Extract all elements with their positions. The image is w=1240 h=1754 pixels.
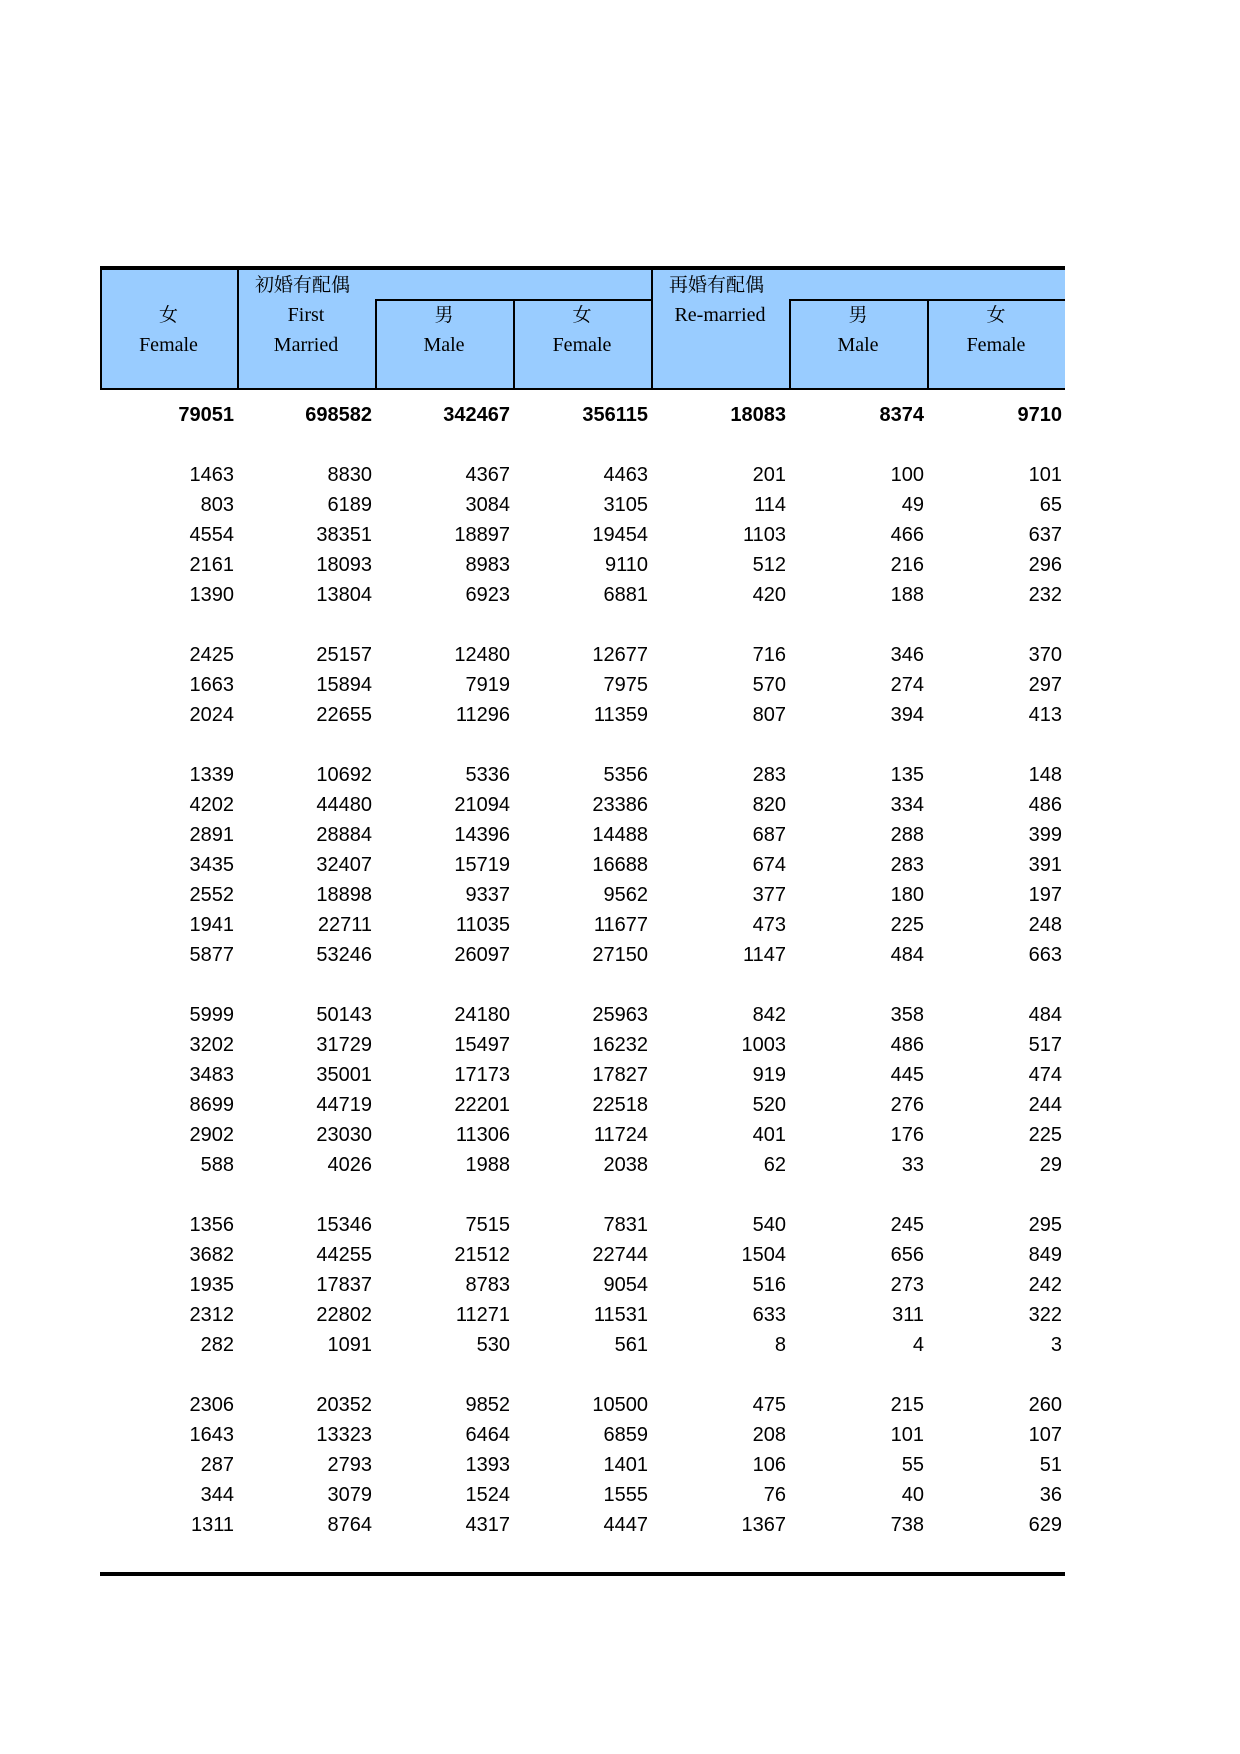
table-cell: 9054 bbox=[603, 1274, 648, 1296]
table-cell: 260 bbox=[1028, 1394, 1062, 1416]
table-cell: 9110 bbox=[604, 554, 648, 576]
table-cell: 637 bbox=[1028, 524, 1062, 546]
column-header-zh: 男 bbox=[848, 304, 868, 326]
table-cell: 344 bbox=[200, 1484, 234, 1506]
table-cell: 8764 bbox=[327, 1514, 372, 1536]
table-cell: 14396 bbox=[454, 824, 510, 846]
table-cell: 1103 bbox=[742, 524, 786, 546]
table-row bbox=[100, 880, 1065, 910]
table-cell: 10692 bbox=[316, 764, 372, 786]
table-row bbox=[100, 1120, 1065, 1150]
table-cell: 23386 bbox=[592, 794, 648, 816]
column-header-en: Male bbox=[837, 334, 879, 356]
table-cell: 148 bbox=[1028, 764, 1062, 786]
table-cell: 2306 bbox=[189, 1394, 234, 1416]
table-cell: 842 bbox=[752, 1004, 786, 1026]
table-cell: 803 bbox=[200, 494, 234, 516]
table-cell: 4463 bbox=[603, 464, 648, 486]
table-cell: 399 bbox=[1028, 824, 1062, 846]
header-bottom-rule bbox=[100, 388, 1065, 390]
table-cell: 21094 bbox=[454, 794, 510, 816]
table-cell: 484 bbox=[890, 944, 924, 966]
table-cell: 245 bbox=[890, 1214, 924, 1236]
table-cell: 283 bbox=[752, 764, 786, 786]
table-cell: 242 bbox=[1028, 1274, 1062, 1296]
table-row bbox=[100, 1030, 1065, 1060]
table-cell: 1935 bbox=[189, 1274, 234, 1296]
column-header-en: Married bbox=[273, 334, 339, 356]
table-cell: 4554 bbox=[189, 524, 234, 546]
table-cell: 7515 bbox=[465, 1214, 510, 1236]
table-cell: 2024 bbox=[189, 704, 234, 726]
table-cell: 7975 bbox=[603, 674, 648, 696]
table-cell: 9562 bbox=[603, 884, 648, 906]
table-cell: 475 bbox=[752, 1394, 786, 1416]
table-row bbox=[100, 640, 1065, 670]
table-cell: 311 bbox=[892, 1304, 924, 1326]
table-cell: 588 bbox=[200, 1154, 234, 1176]
table-cell: 2902 bbox=[189, 1124, 234, 1146]
table-cell: 15497 bbox=[454, 1034, 510, 1056]
table-cell: 8983 bbox=[465, 554, 510, 576]
table-cell: 15346 bbox=[316, 1214, 372, 1236]
table-cell: 8699 bbox=[189, 1094, 234, 1116]
table-cell: 35001 bbox=[316, 1064, 372, 1086]
table-cell: 288 bbox=[890, 824, 924, 846]
table-row bbox=[100, 700, 1065, 730]
table-cell: 3483 bbox=[189, 1064, 234, 1086]
table-cell: 10500 bbox=[592, 1394, 648, 1416]
table-cell: 1555 bbox=[603, 1484, 648, 1506]
table-cell: 4447 bbox=[603, 1514, 648, 1536]
table-cell: 26097 bbox=[454, 944, 510, 966]
table-cell: 322 bbox=[1028, 1304, 1062, 1326]
table-cell: 9852 bbox=[465, 1394, 510, 1416]
table-cell: 11296 bbox=[455, 704, 510, 726]
table-cell: 50143 bbox=[316, 1004, 372, 1026]
table-cell: 520 bbox=[752, 1094, 786, 1116]
table-cell: 44255 bbox=[316, 1244, 372, 1266]
table-cell: 114 bbox=[754, 494, 786, 516]
table-cell: 5877 bbox=[189, 944, 234, 966]
table-cell: 295 bbox=[1028, 1214, 1062, 1236]
total-row bbox=[100, 400, 1065, 430]
table-cell: 296 bbox=[1028, 554, 1062, 576]
table-cell: 1003 bbox=[741, 1034, 786, 1056]
column-header-en: Female bbox=[139, 334, 198, 356]
table-cell: 1401 bbox=[603, 1454, 648, 1476]
column-header-female bbox=[927, 300, 1065, 360]
table-cell: 16688 bbox=[592, 854, 648, 876]
group-label-first-married: 初婚有配偶 bbox=[255, 274, 351, 296]
table-cell: 629 bbox=[1028, 1514, 1062, 1536]
table-cell: 919 bbox=[752, 1064, 786, 1086]
table-cell: 358 bbox=[890, 1004, 924, 1026]
table-cell: 738 bbox=[890, 1514, 924, 1536]
table-row bbox=[100, 490, 1065, 520]
column-header-zh: 女 bbox=[986, 304, 1006, 326]
table-row bbox=[100, 670, 1065, 700]
table-cell: 2038 bbox=[603, 1154, 648, 1176]
table-cell: 188 bbox=[890, 584, 924, 606]
table-cell: 248 bbox=[1028, 914, 1062, 936]
table-cell: 232 bbox=[1028, 584, 1062, 606]
table-cell: 17827 bbox=[592, 1064, 648, 1086]
table-row bbox=[100, 1420, 1065, 1450]
table-cell: 19454 bbox=[592, 524, 648, 546]
table-cell: 44480 bbox=[316, 794, 372, 816]
column-header-en: Male bbox=[423, 334, 465, 356]
table-cell: 27150 bbox=[592, 944, 648, 966]
table-cell: 21512 bbox=[454, 1244, 510, 1266]
table-cell: 18897 bbox=[454, 524, 510, 546]
table-cell: 13323 bbox=[316, 1424, 372, 1446]
column-header-en: Re-married bbox=[674, 304, 766, 326]
table-cell: 1367 bbox=[741, 1514, 786, 1536]
table-cell: 2425 bbox=[189, 644, 234, 666]
column-header-male bbox=[789, 300, 927, 360]
table-cell: 107 bbox=[1028, 1424, 1062, 1446]
table-cell: 15719 bbox=[454, 854, 510, 876]
column-header-en: First bbox=[287, 304, 325, 326]
table-cell: 13804 bbox=[316, 584, 372, 606]
table-cell: 4 bbox=[912, 1334, 924, 1356]
table-cell: 9710 bbox=[1017, 404, 1062, 426]
table-cell: 3682 bbox=[189, 1244, 234, 1266]
table-cell: 356115 bbox=[582, 404, 648, 426]
table-cell: 6464 bbox=[465, 1424, 510, 1446]
table-cell: 3435 bbox=[189, 854, 234, 876]
table-cell: 4317 bbox=[465, 1514, 510, 1536]
table-row bbox=[100, 1510, 1065, 1540]
table-cell: 101 bbox=[890, 1424, 924, 1446]
table-cell: 6881 bbox=[603, 584, 648, 606]
table-cell: 201 bbox=[752, 464, 786, 486]
table-cell: 31729 bbox=[316, 1034, 372, 1056]
table-cell: 18093 bbox=[316, 554, 372, 576]
table-cell: 12677 bbox=[592, 644, 648, 666]
table-cell: 18083 bbox=[730, 404, 786, 426]
table-cell: 561 bbox=[614, 1334, 648, 1356]
table-cell: 394 bbox=[890, 704, 924, 726]
table-cell: 32407 bbox=[316, 854, 372, 876]
table-cell: 342467 bbox=[443, 404, 510, 426]
table-cell: 244 bbox=[1028, 1094, 1062, 1116]
table-cell: 14488 bbox=[592, 824, 648, 846]
table-cell: 79051 bbox=[178, 404, 234, 426]
table-cell: 2552 bbox=[189, 884, 234, 906]
table-cell: 1643 bbox=[189, 1424, 234, 1446]
table-cell: 22744 bbox=[592, 1244, 648, 1266]
table-row bbox=[100, 1150, 1065, 1180]
table-cell: 1504 bbox=[741, 1244, 786, 1266]
table-row bbox=[100, 790, 1065, 820]
table-cell: 1393 bbox=[465, 1454, 510, 1476]
table-cell: 1941 bbox=[189, 914, 234, 936]
table-cell: 7831 bbox=[603, 1214, 648, 1236]
column-header-zh: 女 bbox=[158, 304, 178, 326]
group-label-remarried: 再婚有配偶 bbox=[669, 274, 765, 296]
table-cell: 20352 bbox=[316, 1394, 372, 1416]
table-row bbox=[100, 1480, 1065, 1510]
table-row bbox=[100, 910, 1065, 940]
table-cell: 370 bbox=[1028, 644, 1062, 666]
table-cell: 484 bbox=[1028, 1004, 1062, 1026]
table-cell: 22802 bbox=[316, 1304, 372, 1326]
column-header-remarried bbox=[651, 300, 789, 330]
table-cell: 53246 bbox=[316, 944, 372, 966]
table-cell: 687 bbox=[752, 824, 786, 846]
table-cell: 2891 bbox=[189, 824, 234, 846]
table-cell: 25157 bbox=[316, 644, 372, 666]
column-header-en: Female bbox=[966, 334, 1026, 356]
table-cell: 2793 bbox=[327, 1454, 372, 1476]
table-cell: 3084 bbox=[465, 494, 510, 516]
table-cell: 283 bbox=[890, 854, 924, 876]
table-cell: 135 bbox=[890, 764, 924, 786]
table-cell: 656 bbox=[890, 1244, 924, 1266]
table-cell: 7919 bbox=[465, 674, 510, 696]
table-cell: 674 bbox=[752, 854, 786, 876]
table-cell: 1524 bbox=[465, 1484, 510, 1506]
table-cell: 377 bbox=[752, 884, 786, 906]
table-cell: 40 bbox=[901, 1484, 924, 1506]
column-header-zh: 女 bbox=[572, 304, 592, 326]
table-cell: 12480 bbox=[454, 644, 510, 666]
table-bottom-rule bbox=[100, 1572, 1065, 1576]
table-cell: 11271 bbox=[455, 1304, 510, 1326]
table-cell: 287 bbox=[200, 1454, 234, 1476]
table-cell: 180 bbox=[890, 884, 924, 906]
table-cell: 297 bbox=[1028, 674, 1062, 696]
table-cell: 1091 bbox=[327, 1334, 372, 1356]
table-cell: 663 bbox=[1028, 944, 1062, 966]
table-cell: 807 bbox=[752, 704, 786, 726]
table-cell: 530 bbox=[476, 1334, 510, 1356]
table-cell: 22201 bbox=[454, 1094, 510, 1116]
table-row bbox=[100, 520, 1065, 550]
table-cell: 3 bbox=[1050, 1334, 1062, 1356]
table-cell: 8830 bbox=[327, 464, 372, 486]
table-cell: 466 bbox=[890, 524, 924, 546]
table-cell: 106 bbox=[752, 1454, 786, 1476]
table-row bbox=[100, 760, 1065, 790]
column-header-female bbox=[100, 300, 237, 360]
table-cell: 11677 bbox=[593, 914, 648, 936]
table-cell: 22655 bbox=[316, 704, 372, 726]
table-cell: 197 bbox=[1028, 884, 1062, 906]
table-cell: 282 bbox=[200, 1334, 234, 1356]
table-row bbox=[100, 1060, 1065, 1090]
table-cell: 5336 bbox=[465, 764, 510, 786]
column-header-zh: 男 bbox=[434, 304, 454, 326]
table-cell: 65 bbox=[1039, 494, 1062, 516]
table-cell: 215 bbox=[890, 1394, 924, 1416]
table-cell: 51 bbox=[1039, 1454, 1062, 1476]
table-cell: 25963 bbox=[592, 1004, 648, 1026]
table-cell: 346 bbox=[890, 644, 924, 666]
table-cell: 225 bbox=[890, 914, 924, 936]
header-divider bbox=[651, 270, 653, 390]
table-cell: 208 bbox=[752, 1424, 786, 1446]
table-cell: 413 bbox=[1028, 704, 1062, 726]
table-cell: 216 bbox=[890, 554, 924, 576]
table-cell: 274 bbox=[890, 674, 924, 696]
table-cell: 420 bbox=[752, 584, 786, 606]
table-row bbox=[100, 460, 1065, 490]
table-cell: 4202 bbox=[189, 794, 234, 816]
table-cell: 55 bbox=[901, 1454, 924, 1476]
table-row bbox=[100, 850, 1065, 880]
table-cell: 1147 bbox=[742, 944, 786, 966]
table-cell: 9337 bbox=[465, 884, 510, 906]
table-cell: 5999 bbox=[189, 1004, 234, 1026]
table-cell: 6189 bbox=[327, 494, 372, 516]
table-cell: 176 bbox=[890, 1124, 924, 1146]
table-cell: 570 bbox=[752, 674, 786, 696]
table-cell: 2161 bbox=[189, 554, 234, 576]
table-row bbox=[100, 580, 1065, 610]
table-cell: 4367 bbox=[465, 464, 510, 486]
table-cell: 22711 bbox=[317, 914, 372, 936]
table-cell: 33 bbox=[901, 1154, 924, 1176]
table-cell: 6923 bbox=[465, 584, 510, 606]
table-row bbox=[100, 940, 1065, 970]
table-cell: 8374 bbox=[879, 404, 924, 426]
table-cell: 445 bbox=[890, 1064, 924, 1086]
table-cell: 1463 bbox=[189, 464, 234, 486]
table-cell: 473 bbox=[752, 914, 786, 936]
table-row bbox=[100, 550, 1065, 580]
table-cell: 486 bbox=[890, 1034, 924, 1056]
table-cell: 2312 bbox=[189, 1304, 234, 1326]
table-cell: 11035 bbox=[455, 914, 510, 936]
table-cell: 3079 bbox=[327, 1484, 372, 1506]
table-row bbox=[100, 1210, 1065, 1240]
table-cell: 8783 bbox=[465, 1274, 510, 1296]
column-header-en: Female bbox=[552, 334, 612, 356]
table-cell: 29 bbox=[1039, 1154, 1062, 1176]
table-cell: 101 bbox=[1028, 464, 1062, 486]
table-cell: 17837 bbox=[316, 1274, 372, 1296]
table-row bbox=[100, 1240, 1065, 1270]
table-cell: 633 bbox=[752, 1304, 786, 1326]
table-cell: 76 bbox=[763, 1484, 786, 1506]
table-cell: 28884 bbox=[316, 824, 372, 846]
table-cell: 18898 bbox=[316, 884, 372, 906]
table-cell: 540 bbox=[752, 1214, 786, 1236]
table-row bbox=[100, 1090, 1065, 1120]
table-cell: 15894 bbox=[316, 674, 372, 696]
table-cell: 11531 bbox=[593, 1304, 648, 1326]
table-cell: 1311 bbox=[190, 1514, 234, 1536]
table-cell: 49 bbox=[901, 494, 924, 516]
table-cell: 849 bbox=[1028, 1244, 1062, 1266]
table-cell: 24180 bbox=[454, 1004, 510, 1026]
table-cell: 474 bbox=[1028, 1064, 1062, 1086]
table-row bbox=[100, 1270, 1065, 1300]
table-cell: 44719 bbox=[316, 1094, 372, 1116]
table-cell: 401 bbox=[752, 1124, 786, 1146]
table-cell: 100 bbox=[890, 464, 924, 486]
table-cell: 276 bbox=[890, 1094, 924, 1116]
column-header-female bbox=[513, 300, 651, 360]
table-row bbox=[100, 1450, 1065, 1480]
table-cell: 22518 bbox=[592, 1094, 648, 1116]
table-cell: 334 bbox=[890, 794, 924, 816]
table-row bbox=[100, 1390, 1065, 1420]
table-cell: 391 bbox=[1028, 854, 1062, 876]
table-cell: 1390 bbox=[189, 584, 234, 606]
column-header-male bbox=[375, 300, 513, 360]
table-cell: 3105 bbox=[603, 494, 648, 516]
table-cell: 62 bbox=[763, 1154, 786, 1176]
table-row bbox=[100, 1300, 1065, 1330]
table-cell: 273 bbox=[890, 1274, 924, 1296]
table-cell: 486 bbox=[1028, 794, 1062, 816]
table-cell: 517 bbox=[1028, 1034, 1062, 1056]
table-row bbox=[100, 1330, 1065, 1360]
table-cell: 11359 bbox=[593, 704, 648, 726]
table-cell: 11724 bbox=[593, 1124, 648, 1146]
table-cell: 1663 bbox=[189, 674, 234, 696]
table-cell: 1988 bbox=[465, 1154, 510, 1176]
table-cell: 11306 bbox=[455, 1124, 510, 1146]
table-cell: 6859 bbox=[603, 1424, 648, 1446]
table-cell: 820 bbox=[752, 794, 786, 816]
table-cell: 698582 bbox=[305, 404, 372, 426]
table-row bbox=[100, 820, 1065, 850]
table-cell: 716 bbox=[752, 644, 786, 666]
table-cell: 4026 bbox=[327, 1154, 372, 1176]
table-cell: 16232 bbox=[592, 1034, 648, 1056]
table-cell: 3202 bbox=[189, 1034, 234, 1056]
table-cell: 516 bbox=[752, 1274, 786, 1296]
column-header-first-married bbox=[237, 300, 375, 360]
table-cell: 512 bbox=[752, 554, 786, 576]
table-cell: 36 bbox=[1039, 1484, 1062, 1506]
table-cell: 5356 bbox=[603, 764, 648, 786]
table-cell: 1356 bbox=[189, 1214, 234, 1236]
table-cell: 225 bbox=[1028, 1124, 1062, 1146]
table-cell: 1339 bbox=[189, 764, 234, 786]
table-cell: 8 bbox=[774, 1334, 786, 1356]
table-row bbox=[100, 1000, 1065, 1030]
table-cell: 17173 bbox=[454, 1064, 510, 1086]
table-cell: 23030 bbox=[316, 1124, 372, 1146]
table-cell: 38351 bbox=[316, 524, 372, 546]
